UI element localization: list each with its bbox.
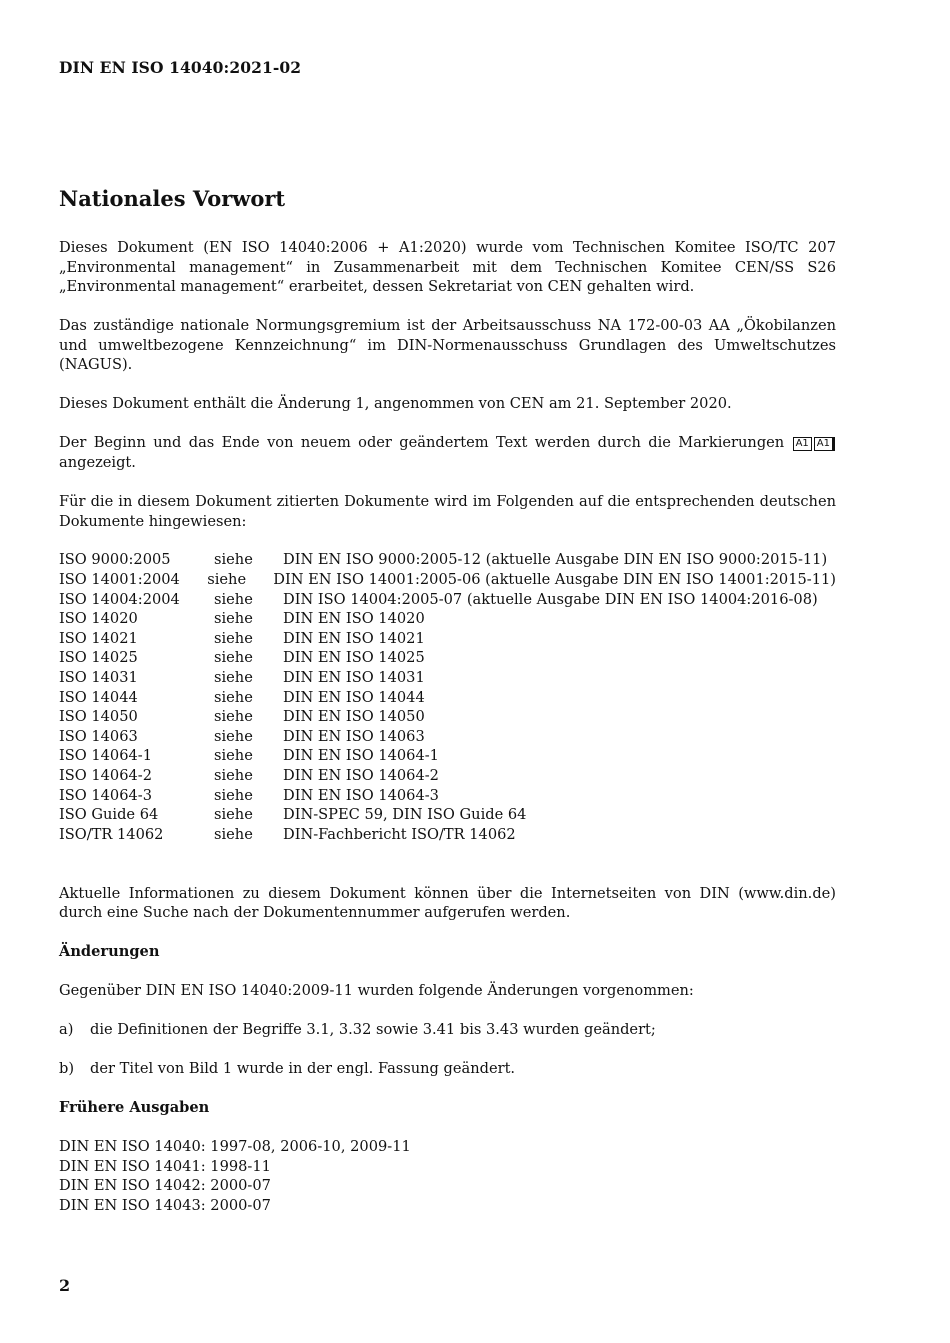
din-reference: DIN EN ISO 14064-3 — [283, 786, 439, 804]
din-reference: DIN EN ISO 14044 — [283, 688, 425, 706]
paragraph-national-body: Das zuständige nationale Normungsgremium ist der Arbeitsausschuss NA 172-00-03 AA „Ökobilanzen und umweltbezogene Kennzeichnung“ im DIN-Normenausschuss Grundlagen des Umweltschutzes (NAGUS). — [59, 317, 836, 374]
changes-intro: Gegenüber DIN EN ISO 14040:2009-11 wurden folgende Änderungen vorgenommen: — [59, 982, 694, 1000]
table-row — [59, 746, 836, 766]
section-title: Nationales Vorwort — [59, 186, 286, 211]
din-reference: DIN EN ISO 14025 — [283, 649, 425, 667]
table-row — [59, 727, 836, 747]
iso-reference: ISO 14020 — [59, 610, 138, 628]
table-row — [59, 707, 836, 727]
changes-heading: Änderungen — [59, 943, 160, 961]
see-label: siehe — [214, 708, 253, 726]
table-row — [59, 825, 836, 845]
table-row — [59, 648, 836, 668]
din-reference: DIN EN ISO 14001:2005-06 (aktuelle Ausgabe DIN EN ISO 14001:2015-11) — [273, 571, 836, 589]
table-row — [59, 629, 836, 649]
iso-reference: ISO 14031 — [59, 669, 138, 687]
see-label: siehe — [214, 727, 253, 745]
see-label: siehe — [214, 786, 253, 804]
see-label: siehe — [214, 825, 253, 843]
iso-reference: ISO 14025 — [59, 649, 138, 667]
din-reference: DIN EN ISO 14031 — [283, 669, 425, 687]
iso-reference: ISO 14050 — [59, 708, 138, 726]
list-text: die Definitionen der Begriffe 3.1, 3.32 sowie 3.41 bis 3.43 wurden geändert; — [90, 1021, 656, 1039]
iso-reference: ISO 14004:2004 — [59, 590, 180, 608]
iso-reference: ISO 14064-3 — [59, 786, 153, 804]
table-row — [59, 570, 836, 590]
din-reference: DIN EN ISO 14064-2 — [283, 767, 439, 785]
previous-editions-heading: Frühere Ausgaben — [59, 1099, 210, 1117]
amendment-start-marker: A1 — [793, 437, 812, 451]
din-reference: DIN EN ISO 14050 — [283, 708, 425, 726]
paragraph-references-intro: Für die in diesem Dokument zitierten Dokumente wird im Folgenden auf die entsprechenden deutschen Dokumente hingewiesen: — [59, 492, 836, 530]
din-reference: DIN EN ISO 14021 — [283, 629, 425, 647]
paragraph-markers — [59, 433, 836, 472]
iso-reference: ISO/TR 14062 — [59, 825, 164, 843]
din-reference: DIN-Fachbericht ISO/TR 14062 — [283, 825, 516, 843]
table-row — [59, 766, 836, 786]
iso-reference: ISO Guide 64 — [59, 806, 159, 824]
document-id-header: DIN EN ISO 14040:2021-02 — [59, 58, 302, 77]
see-label: siehe — [214, 629, 253, 647]
see-label: siehe — [214, 649, 253, 667]
markers-text: Der Beginn und das Ende von neuem oder geändertem Text werden durch die Markierungen — [59, 434, 785, 452]
previous-editions-list — [59, 1137, 836, 1215]
paragraph-amendment: Dieses Dokument enthält die Änderung 1, angenommen von CEN am 21. September 2020. — [59, 395, 732, 413]
document-page — [59, 0, 836, 1343]
din-reference: DIN EN ISO 14063 — [283, 727, 425, 745]
list-item: DIN EN ISO 14042: 2000-07 — [59, 1177, 271, 1195]
table-row — [59, 786, 836, 806]
list-text: der Titel von Bild 1 wurde in der engl. Fassung geändert. — [90, 1060, 516, 1078]
list-item — [59, 1059, 836, 1079]
din-reference: DIN-SPEC 59, DIN ISO Guide 64 — [283, 806, 527, 824]
list-item: DIN EN ISO 14041: 1998-11 — [59, 1157, 271, 1175]
iso-reference: ISO 9000:2005 — [59, 551, 171, 569]
iso-reference: ISO 14021 — [59, 629, 138, 647]
markers-text-end: angezeigt. — [59, 453, 136, 471]
spacer — [59, 864, 836, 884]
amendment-end-marker: A1 — [814, 437, 835, 451]
see-label: siehe — [214, 669, 253, 687]
iso-reference: ISO 14064-1 — [59, 747, 153, 765]
see-label: siehe — [214, 747, 253, 765]
see-label: siehe — [214, 688, 253, 706]
page-number: 2 — [59, 1276, 71, 1295]
see-label: siehe — [214, 551, 253, 569]
list-item: DIN EN ISO 14040: 1997-08, 2006-10, 2009-11 — [59, 1138, 411, 1156]
table-row — [59, 805, 836, 825]
see-label: siehe — [214, 590, 253, 608]
paragraph-committee: Dieses Dokument (EN ISO 14040:2006 + A1:2020) wurde vom Technischen Komitee ISO/TC 207 „Environmental management“ in Zusammenarbeit mit dem Technischen Komitee CEN/SS S26 „Environmental management“ erarbeitet, dessen Sekretariat von CEN gehalten wird. — [59, 239, 836, 296]
see-label: siehe — [214, 767, 253, 785]
foreword-body — [59, 238, 836, 1215]
din-reference: DIN ISO 14004:2005-07 (aktuelle Ausgabe DIN EN ISO 14004:2016-08) — [283, 590, 818, 608]
iso-reference: ISO 14044 — [59, 688, 138, 706]
iso-reference: ISO 14001:2004 — [59, 571, 180, 589]
din-reference: DIN EN ISO 9000:2005-12 (aktuelle Ausgabe DIN EN ISO 9000:2015-11) — [283, 551, 828, 569]
iso-reference: ISO 14063 — [59, 727, 138, 745]
list-marker: b) — [59, 1060, 75, 1078]
list-marker: a) — [59, 1021, 74, 1039]
list-item: DIN EN ISO 14043: 2000-07 — [59, 1196, 271, 1214]
see-label: siehe — [214, 610, 253, 628]
reference-table — [59, 550, 836, 844]
paragraph-info: Aktuelle Informationen zu diesem Dokument können über die Internetseiten von DIN (www.din.de) durch eine Suche nach der Dokumentennummer aufgerufen werden. — [59, 884, 836, 922]
din-reference: DIN EN ISO 14064-1 — [283, 747, 439, 765]
table-row — [59, 550, 836, 570]
table-row — [59, 668, 836, 688]
see-label: siehe — [207, 571, 247, 589]
table-row — [59, 688, 836, 708]
table-row — [59, 609, 836, 629]
table-row — [59, 590, 836, 610]
din-reference: DIN EN ISO 14020 — [283, 610, 425, 628]
iso-reference: ISO 14064-2 — [59, 767, 153, 785]
see-label: siehe — [214, 806, 253, 824]
list-item — [59, 1020, 836, 1040]
